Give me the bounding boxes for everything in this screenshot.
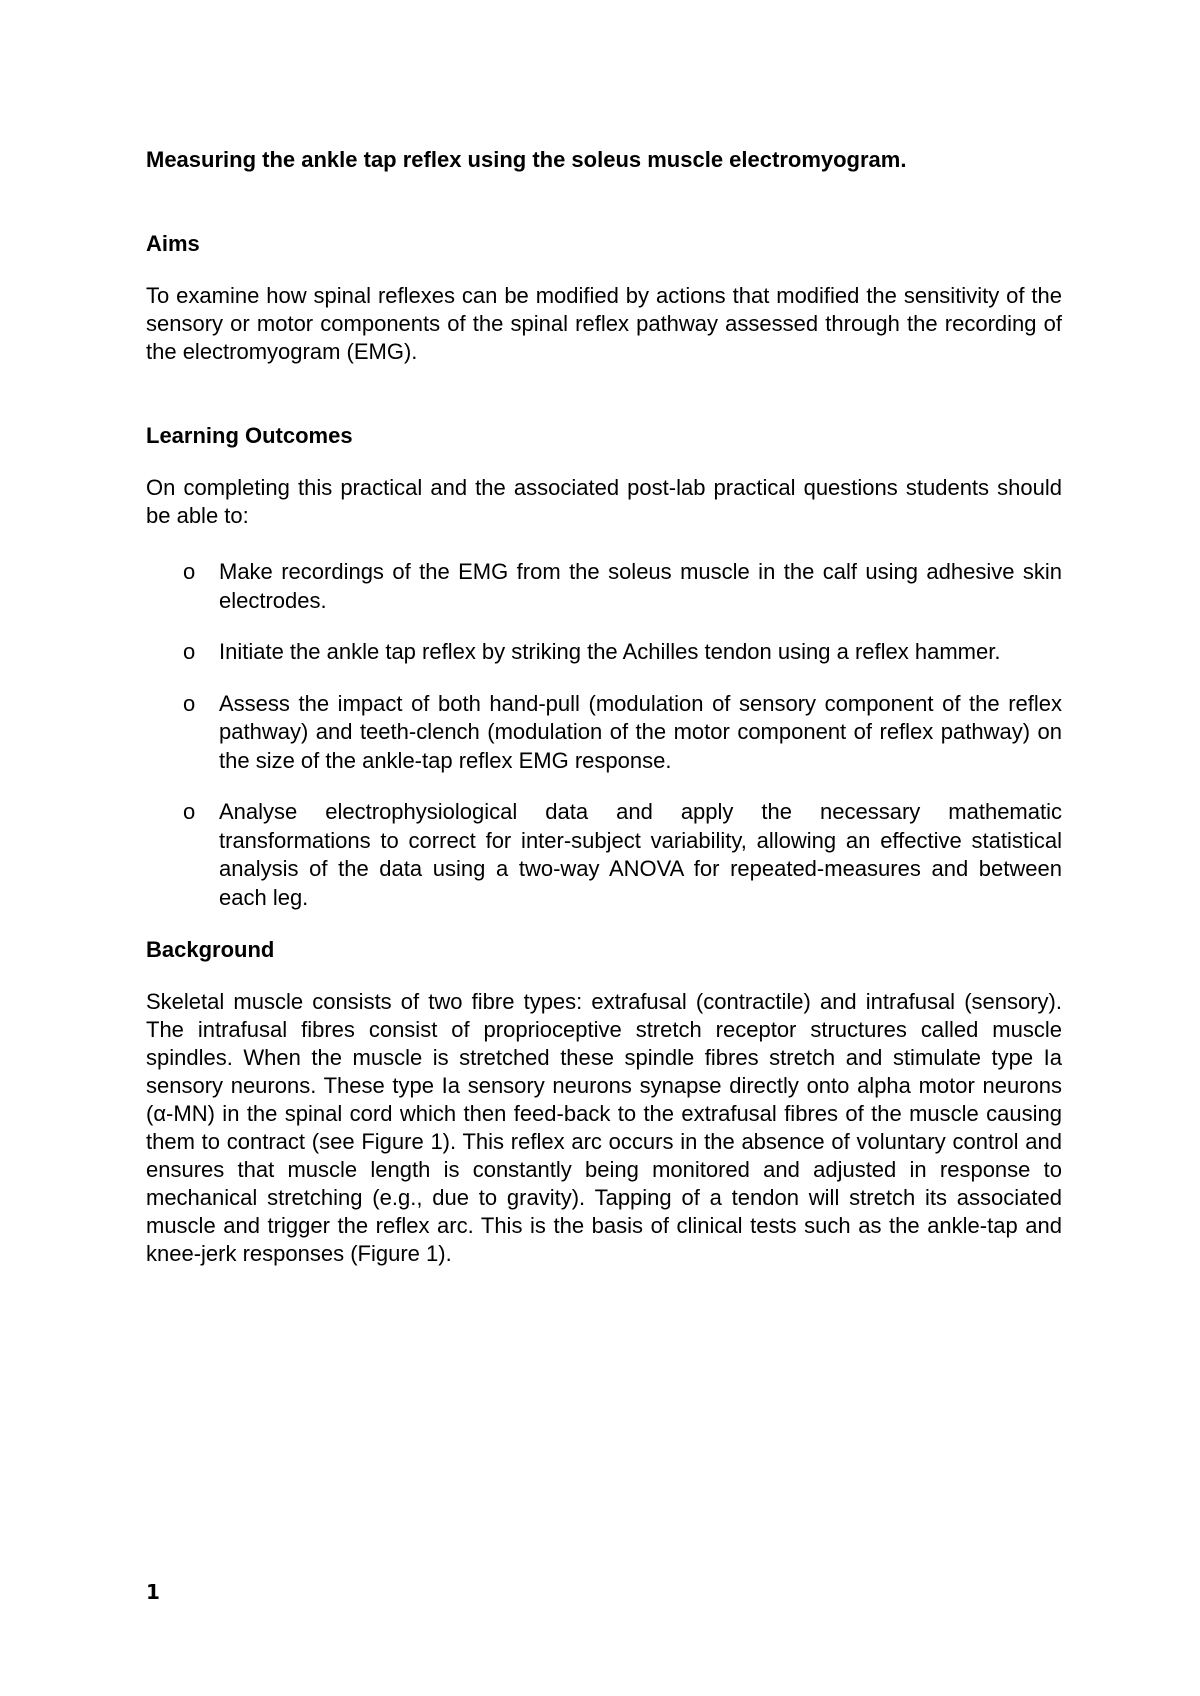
bullet-marker: o [183, 559, 196, 584]
list-item-text: Make recordings of the EMG from the soleus muscle in the calf using adhesive skin electrodes. [219, 559, 1062, 613]
aims-heading: Aims [146, 231, 200, 256]
list-item [146, 638, 1062, 667]
page-content [146, 146, 1062, 1268]
learning-outcomes-list [146, 558, 1062, 912]
list-item [146, 798, 1062, 912]
bullet-marker: o [183, 799, 196, 824]
list-item [146, 558, 1062, 615]
list-item-text: Assess the impact of both hand-pull (modulation of sensory component of the reflex pathway) and teeth-clench (modulation of the motor component of reflex pathway) on the size of the ankle-tap reflex EMG response. [219, 690, 1062, 773]
background-heading: Background [146, 937, 275, 962]
learning-outcomes-heading: Learning Outcomes [146, 423, 353, 448]
aims-paragraph: To examine how spinal reflexes can be modified by actions that modified the sensitivity of the sensory or motor components of the spinal reflex pathway assessed through the recording of the electromyogram (EMG). [146, 283, 1062, 364]
list-item-text: Initiate the ankle tap reflex by striking the Achilles tendon using a reflex hammer. [219, 639, 1001, 664]
page-number: 1 [146, 1580, 160, 1604]
learning-outcomes-intro: On completing this practical and the associated post-lab practical questions students should be able to: [146, 475, 1062, 528]
background-paragraph: Skeletal muscle consists of two fibre types: extrafusal (contractile) and intrafusal (sensory). The intrafusal fibres consist of proprioceptive stretch receptor structures called muscle spindles. When the muscle is stretched these spindle fibres stretch and stimulate type Ia sensory neurons. These type Ia sensory neurons synapse directly onto alpha motor neurons (α-MN) in the spinal cord which then feed-back to the extrafusal fibres of the muscle causing them to contract (see Figure 1). This reflex arc occurs in the absence of voluntary control and ensures that muscle length is constantly being monitored and adjusted in response to mechanical stretching (e.g., due to gravity). Tapping of a tendon will stretch its associated muscle and trigger the reflex arc. This is the basis of clinical tests such as the ankle-tap and knee-jerk responses (Figure 1). [146, 989, 1062, 1266]
document-title: Measuring the ankle tap reflex using the soleus muscle electromyogram. [146, 147, 907, 172]
list-item-text: Analyse electrophysiological data and apply the necessary mathematic transformations to correct for inter-subject variability, allowing an effective statistical analysis of the data using a two-way ANOVA for repeated-measures and between each leg. [219, 799, 1062, 910]
bullet-marker: o [183, 690, 196, 716]
list-item [146, 690, 1062, 776]
bullet-marker: o [183, 639, 196, 664]
